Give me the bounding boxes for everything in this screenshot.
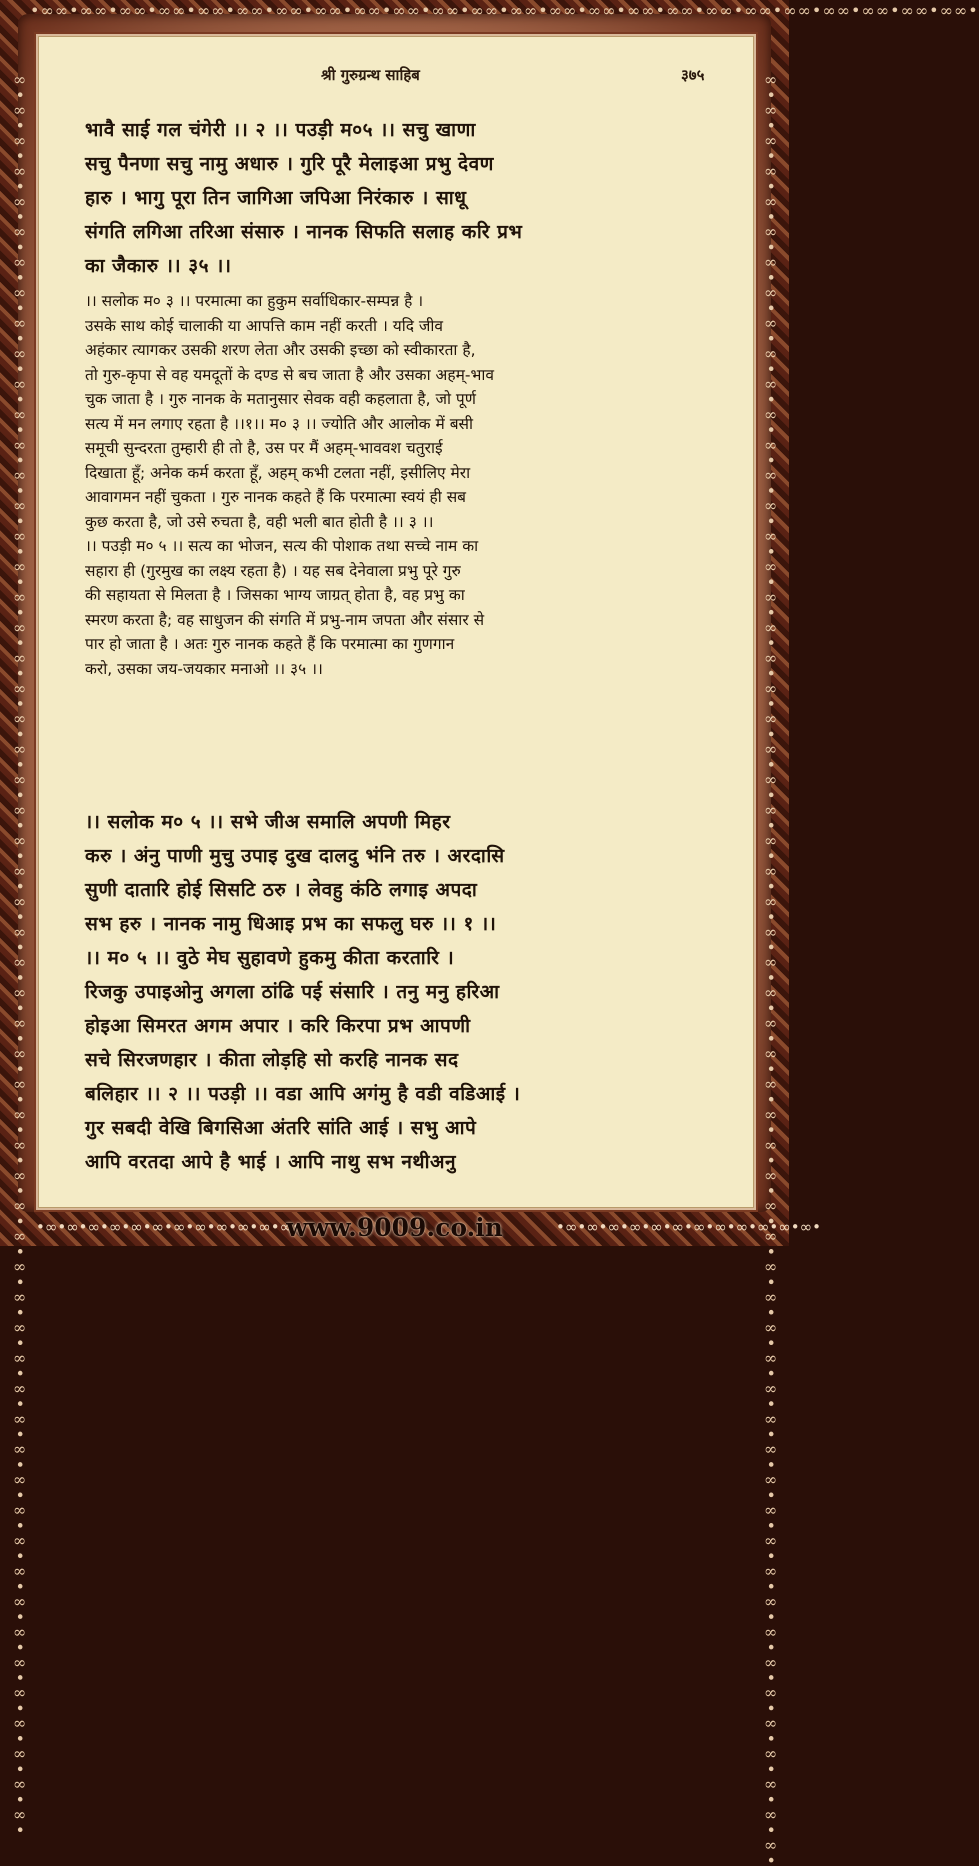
footer-ornament-right: •∞•∞•∞•∞•∞•∞•∞•∞•∞•∞•∞•∞• [556, 1218, 821, 1236]
translation-line: ।। पउड़ी म० ५ ।। सत्य का भोजन, सत्य की पोशाक तथा सच्चे नाम का [85, 537, 479, 555]
translation-line: अहंकार त्यागकर उसकी शरण लेता और उसकी इच्छा को स्वीकारता है, [85, 341, 476, 359]
gurbani-block-1 [85, 113, 725, 283]
gurbani-line: सभ हरु । नानक नामु धिआइ प्रभ का सफलु घरु ।। १ ।। [85, 913, 497, 935]
page-header [39, 63, 753, 87]
translation-line: दिखाता हूँ; अनेक कर्म करता हूँ, अहम् कभी टलता नहीं, इसीलिए मेरा [85, 463, 471, 482]
gurbani-line: आपि वरतदा आपे है भाई । आपि नाथु सभ नथीअनु [85, 1151, 457, 1173]
gurbani-line: होइआ सिमरत अगम अपार । करि किरपा प्रभ आपणी [85, 1015, 471, 1037]
gurbani-line: रिजकु उपाइओनु अगला ठांढि पई संसारि । तनु मनु हरिआ [85, 981, 500, 1003]
translation-line: की सहायता से मिलता है । जिसका भाग्य जाग्रत् होता है, वह प्रभु का [85, 586, 465, 604]
gurbani-line: का जैकारु ।। ३५ ।। [85, 255, 232, 277]
gurbani-line: बलिहार ।। २ ।। पउड़ी ।। वडा आपि अगंमु है वडी वडिआई । [85, 1083, 521, 1105]
left-ornament: ∞•∞•∞•∞•∞•∞•∞•∞•∞•∞•∞•∞•∞•∞•∞•∞•∞•∞•∞•∞•∞•∞•∞•∞•∞•∞•∞•∞•∞•∞•∞•∞•∞•∞•∞•∞•∞•∞•∞•∞•∞•∞•∞•∞•∞•∞•∞•∞•∞•∞•∞•∞•∞•∞•∞•∞•∞•∞• [10, 70, 29, 1836]
scripture-page [38, 36, 754, 1208]
translation-line: पार हो जाता है । अतः गुरु नानक कहते हैं कि परमात्मा का गुणगान [85, 635, 455, 653]
footer-bar [0, 1210, 821, 1246]
translation-line: कुछ करता है, जो उसे रुचता है, वही भली बात होती है ।। ३ ।। [85, 512, 434, 531]
translation-line: स्मरण करता है; वह साधुजन की संगति में प्रभु-नाम जपता और संसार से [85, 610, 485, 629]
gurbani-line: सचु पैनणा सचु नामु अधारु । गुरि पूरै मेलाइआ प्रभु देवण [85, 153, 494, 175]
gurbani-line: हारु । भागु पूरा तिन जागिआ जपिआ निरंकारु । साधू [85, 187, 467, 209]
translation-line: ।। सलोक म० ३ ।। परमात्मा का हुकुम सर्वाधिकार-सम्पन्न है । [85, 292, 424, 310]
translation-line: आवागमन नहीं चुकता । गुरु नानक कहते हैं कि परमात्मा स्वयं ही सब [85, 488, 467, 506]
gurbani-line: करु । अंनु पाणी मुचु उपाइ दुख दालदु भंनि तरु । अरदासि [85, 845, 505, 867]
footer-ornament-left: •∞•∞•∞•∞•∞•∞•∞•∞•∞•∞•∞•∞• [36, 1218, 301, 1236]
translation-line: करो, उसका जय-जयकार मनाओ ।। ३५ ।। [85, 659, 323, 678]
gurbani-line: संगति लगिआ तरिआ संसारु । नानक सिफति सलाह करि प्रभ [85, 221, 523, 243]
page-number: ३७५ [681, 66, 705, 84]
right-ornament: ∞•∞•∞•∞•∞•∞•∞•∞•∞•∞•∞•∞•∞•∞•∞•∞•∞•∞•∞•∞•∞•∞•∞•∞•∞•∞•∞•∞•∞•∞•∞•∞•∞•∞•∞•∞•∞•∞•∞•∞•∞•∞•∞•∞•∞•∞•∞•∞•∞•∞•∞•∞•∞•∞•∞•∞•∞•∞•∞• [761, 70, 780, 1866]
gurbani-block-2 [85, 805, 725, 1179]
gurbani-line: गुर सबदी वेखि बिगसिआ अंतरि सांति आई । सभु आपे [85, 1117, 477, 1139]
top-ornament: •∞∞•∞∞•∞∞•∞∞•∞∞•∞∞•∞∞•∞∞•∞∞•∞∞•∞∞•∞∞•∞∞•∞∞•∞∞•∞∞•∞∞•∞∞•∞∞•∞∞•∞∞•∞∞•∞∞•∞∞• [30, 1, 979, 20]
gurbani-line: ।। म० ५ ।। वुठे मेघ सुहावणे हुकमु कीता करतारि । [85, 947, 455, 969]
translation-line: सहारा ही (गुरमुख का लक्ष्य रहता है) । यह सब देनेवाला प्रभु पूरे गुरु [85, 561, 461, 580]
translation-line: तो गुरु-कृपा से वह यमदूतों के दण्ड से बच जाता है और उसका अहम्-भाव [85, 365, 494, 384]
translation-line: चुक जाता है । गुरु नानक के मतानुसार सेवक वही कहलाता है, जो पूर्ण [85, 390, 476, 408]
gurbani-line: भावै साई गल चंगेरी ।। २ ।। पउड़ी म०५ ।। सचु खाणा [85, 119, 476, 141]
gurbani-line: सचे सिरजणहार । कीता लोड़हि सो करहि नानक सद [85, 1049, 459, 1071]
translation-line: उसके साथ कोई चालाकी या आपत्ति काम नहीं करती । यदि जीव [85, 316, 444, 335]
gurbani-line: सुणी दातारि होई सिसटि ठरु । लेवहु कंठि लगाइ अपदा [85, 879, 478, 901]
gurbani-line: ।। सलोक म० ५ ।। सभे जीअ समालि अपणी मिहर [85, 811, 451, 833]
website-link[interactable]: www.9009.co.in [286, 1213, 503, 1242]
page-title: श्री गुरुग्रन्थ साहिब [321, 66, 420, 84]
translation-line: सत्य में मन लगाए रहता है ।।१।। म० ३ ।। ज्योति और आलोक में बसी [85, 414, 474, 433]
translation-block [85, 289, 725, 681]
translation-line: समूची सुन्दरता तुम्हारी ही तो है, उस पर मैं अहम्-भाववश चतुराई [85, 439, 443, 457]
